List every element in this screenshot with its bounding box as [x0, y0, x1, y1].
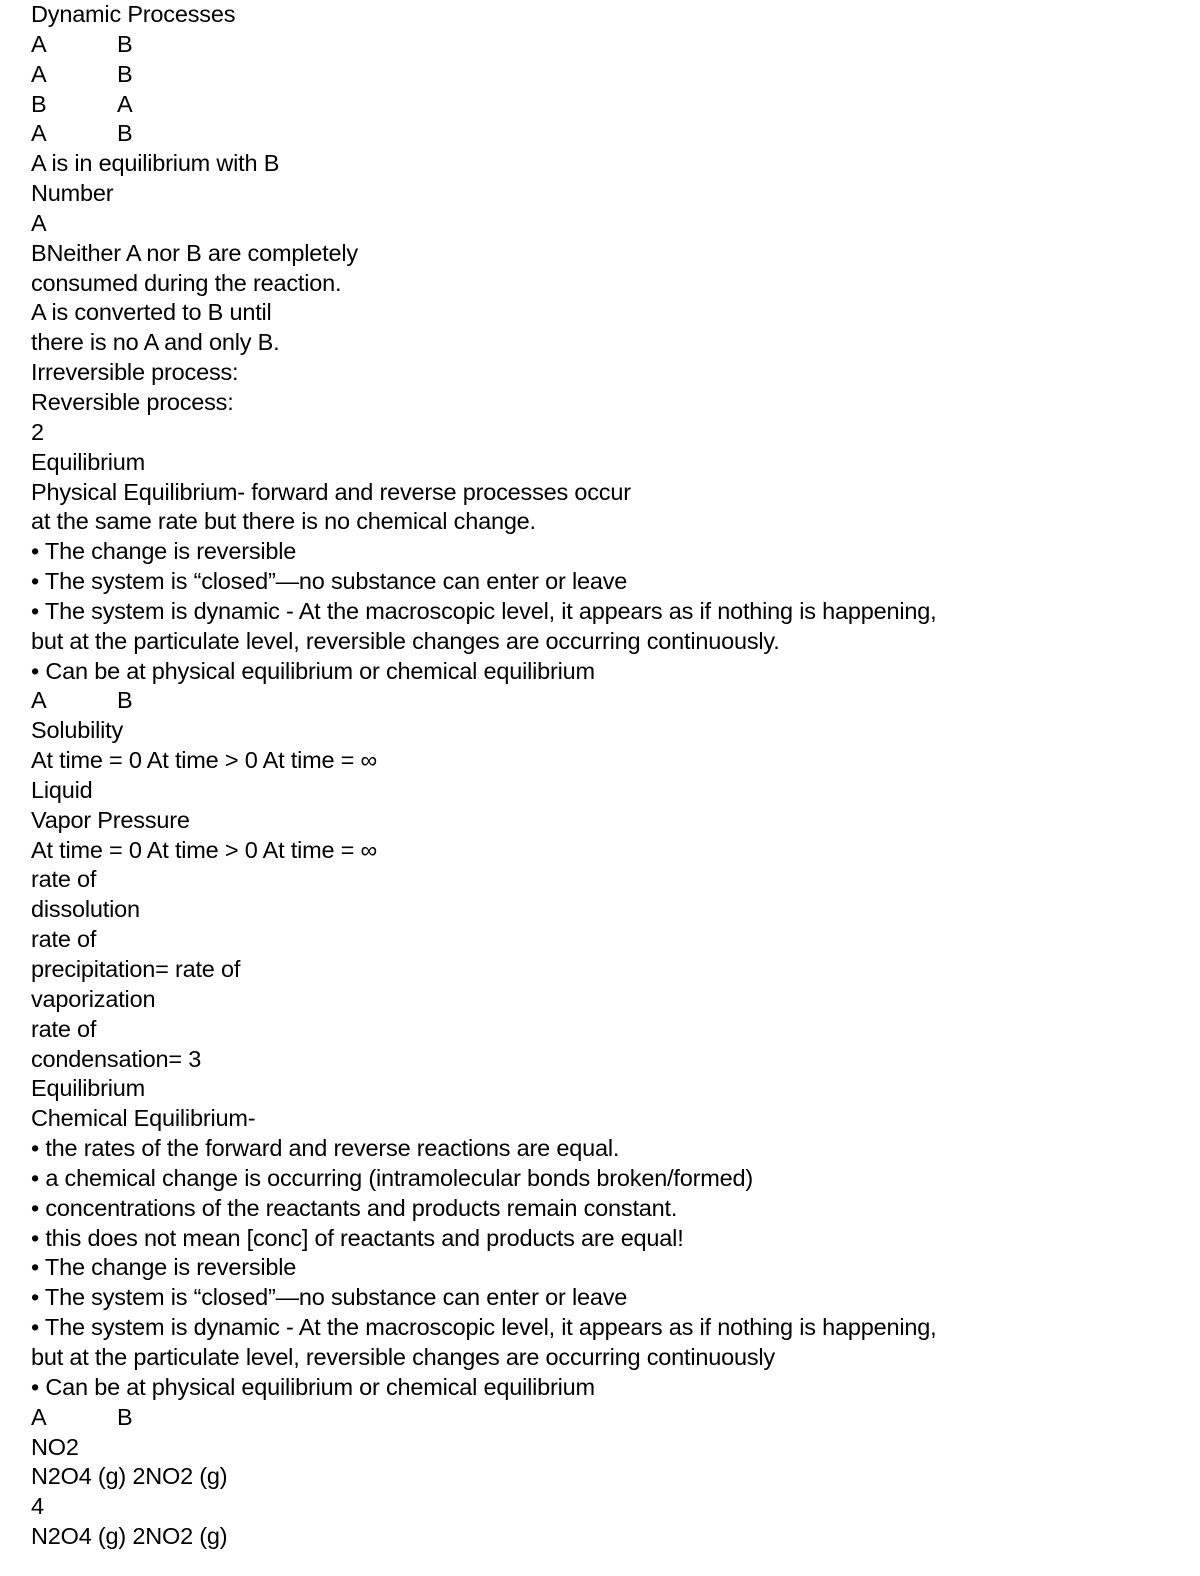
- text-line: • concentrations of the reactants and products remain constant.: [31, 1194, 678, 1221]
- text-line: Irreversible process:: [31, 359, 239, 386]
- text-line: • The change is reversible: [31, 1254, 297, 1281]
- reaction-left-species: A: [31, 687, 47, 714]
- text-line: • The system is “closed”—no substance can enter or leave: [31, 568, 628, 595]
- reaction-left-species: A: [31, 120, 47, 147]
- text-line: • The system is “closed”—no substance can enter or leave: [31, 1284, 628, 1311]
- reaction-right-species: B: [117, 30, 133, 57]
- text-line: Liquid: [31, 776, 93, 803]
- text-line: consumed during the reaction.: [31, 269, 342, 296]
- text-line: rate of: [31, 926, 97, 953]
- text-line: A: [31, 209, 47, 236]
- text-line: Equilibrium: [31, 1075, 146, 1102]
- text-line: Vapor Pressure: [31, 806, 190, 833]
- text-line: there is no A and only B.: [31, 329, 280, 356]
- text-line: • the rates of the forward and reverse reactions are equal.: [31, 1135, 620, 1162]
- text-line: N2O4 (g) 2NO2 (g): [31, 1523, 228, 1550]
- reaction-right-species: B: [117, 120, 133, 147]
- text-line: • Can be at physical equilibrium or chemical equilibrium: [31, 657, 595, 684]
- text-line: 4: [31, 1493, 44, 1520]
- text-line: • this does not mean [conc] of reactants and products are equal!: [31, 1224, 684, 1251]
- reaction-left-species: A: [31, 1403, 47, 1430]
- text-line: 2: [31, 418, 44, 445]
- text-line: vaporization: [31, 985, 156, 1012]
- reaction-pair-line: [31, 1403, 1171, 1433]
- reaction-left-species: B: [31, 90, 47, 117]
- text-line: rate of: [31, 866, 97, 893]
- reaction-right-species: B: [117, 687, 133, 714]
- text-line: • a chemical change is occurring (intramolecular bonds broken/formed): [31, 1164, 753, 1191]
- text-line: but at the particulate level, reversible changes are occurring continuously.: [31, 627, 780, 654]
- reaction-pair-line: [31, 90, 1171, 120]
- reaction-left-species: A: [31, 60, 47, 87]
- text-line: NO2: [31, 1433, 79, 1460]
- text-line: • Can be at physical equilibrium or chemical equilibrium: [31, 1373, 595, 1400]
- reaction-pair-line: [31, 686, 1171, 716]
- text-line: condensation= 3: [31, 1045, 202, 1072]
- text-line: at the same rate but there is no chemical change.: [31, 508, 536, 535]
- text-line: dissolution: [31, 896, 140, 923]
- text-line: A is in equilibrium with B: [31, 150, 280, 177]
- document-body: [31, 0, 1171, 1552]
- text-line: At time = 0 At time > 0 At time = ∞: [31, 747, 378, 774]
- text-line: Number: [31, 180, 114, 207]
- reaction-right-species: B: [117, 60, 133, 87]
- reaction-right-species: B: [117, 1403, 133, 1430]
- reaction-pair-line: [31, 60, 1171, 90]
- text-line: • The change is reversible: [31, 538, 297, 565]
- text-line: At time = 0 At time > 0 At time = ∞: [31, 836, 378, 863]
- text-line: N2O4 (g) 2NO2 (g): [31, 1463, 228, 1490]
- reaction-pair-line: [31, 119, 1171, 149]
- text-line: Reversible process:: [31, 388, 234, 415]
- text-line: Physical Equilibrium- forward and reverse processes occur: [31, 478, 631, 505]
- text-line: Solubility: [31, 717, 124, 744]
- text-line: Chemical Equilibrium-: [31, 1105, 256, 1132]
- text-line: precipitation= rate of: [31, 956, 241, 982]
- reaction-pair-line: [31, 30, 1171, 60]
- text-line: BNeither A nor B are completely: [31, 239, 358, 266]
- text-line: A is converted to B until: [31, 299, 272, 326]
- reaction-left-species: A: [31, 30, 47, 57]
- text-line: • The system is dynamic - At the macroscopic level, it appears as if nothing is happening,: [31, 1314, 937, 1341]
- reaction-right-species: A: [117, 90, 133, 117]
- text-line: • The system is dynamic - At the macroscopic level, it appears as if nothing is happening,: [31, 597, 937, 624]
- text-line: but at the particulate level, reversible changes are occurring continuously: [31, 1343, 775, 1370]
- text-line: Equilibrium: [31, 448, 146, 475]
- text-line: rate of: [31, 1015, 97, 1042]
- text-line: Dynamic Processes: [31, 1, 236, 27]
